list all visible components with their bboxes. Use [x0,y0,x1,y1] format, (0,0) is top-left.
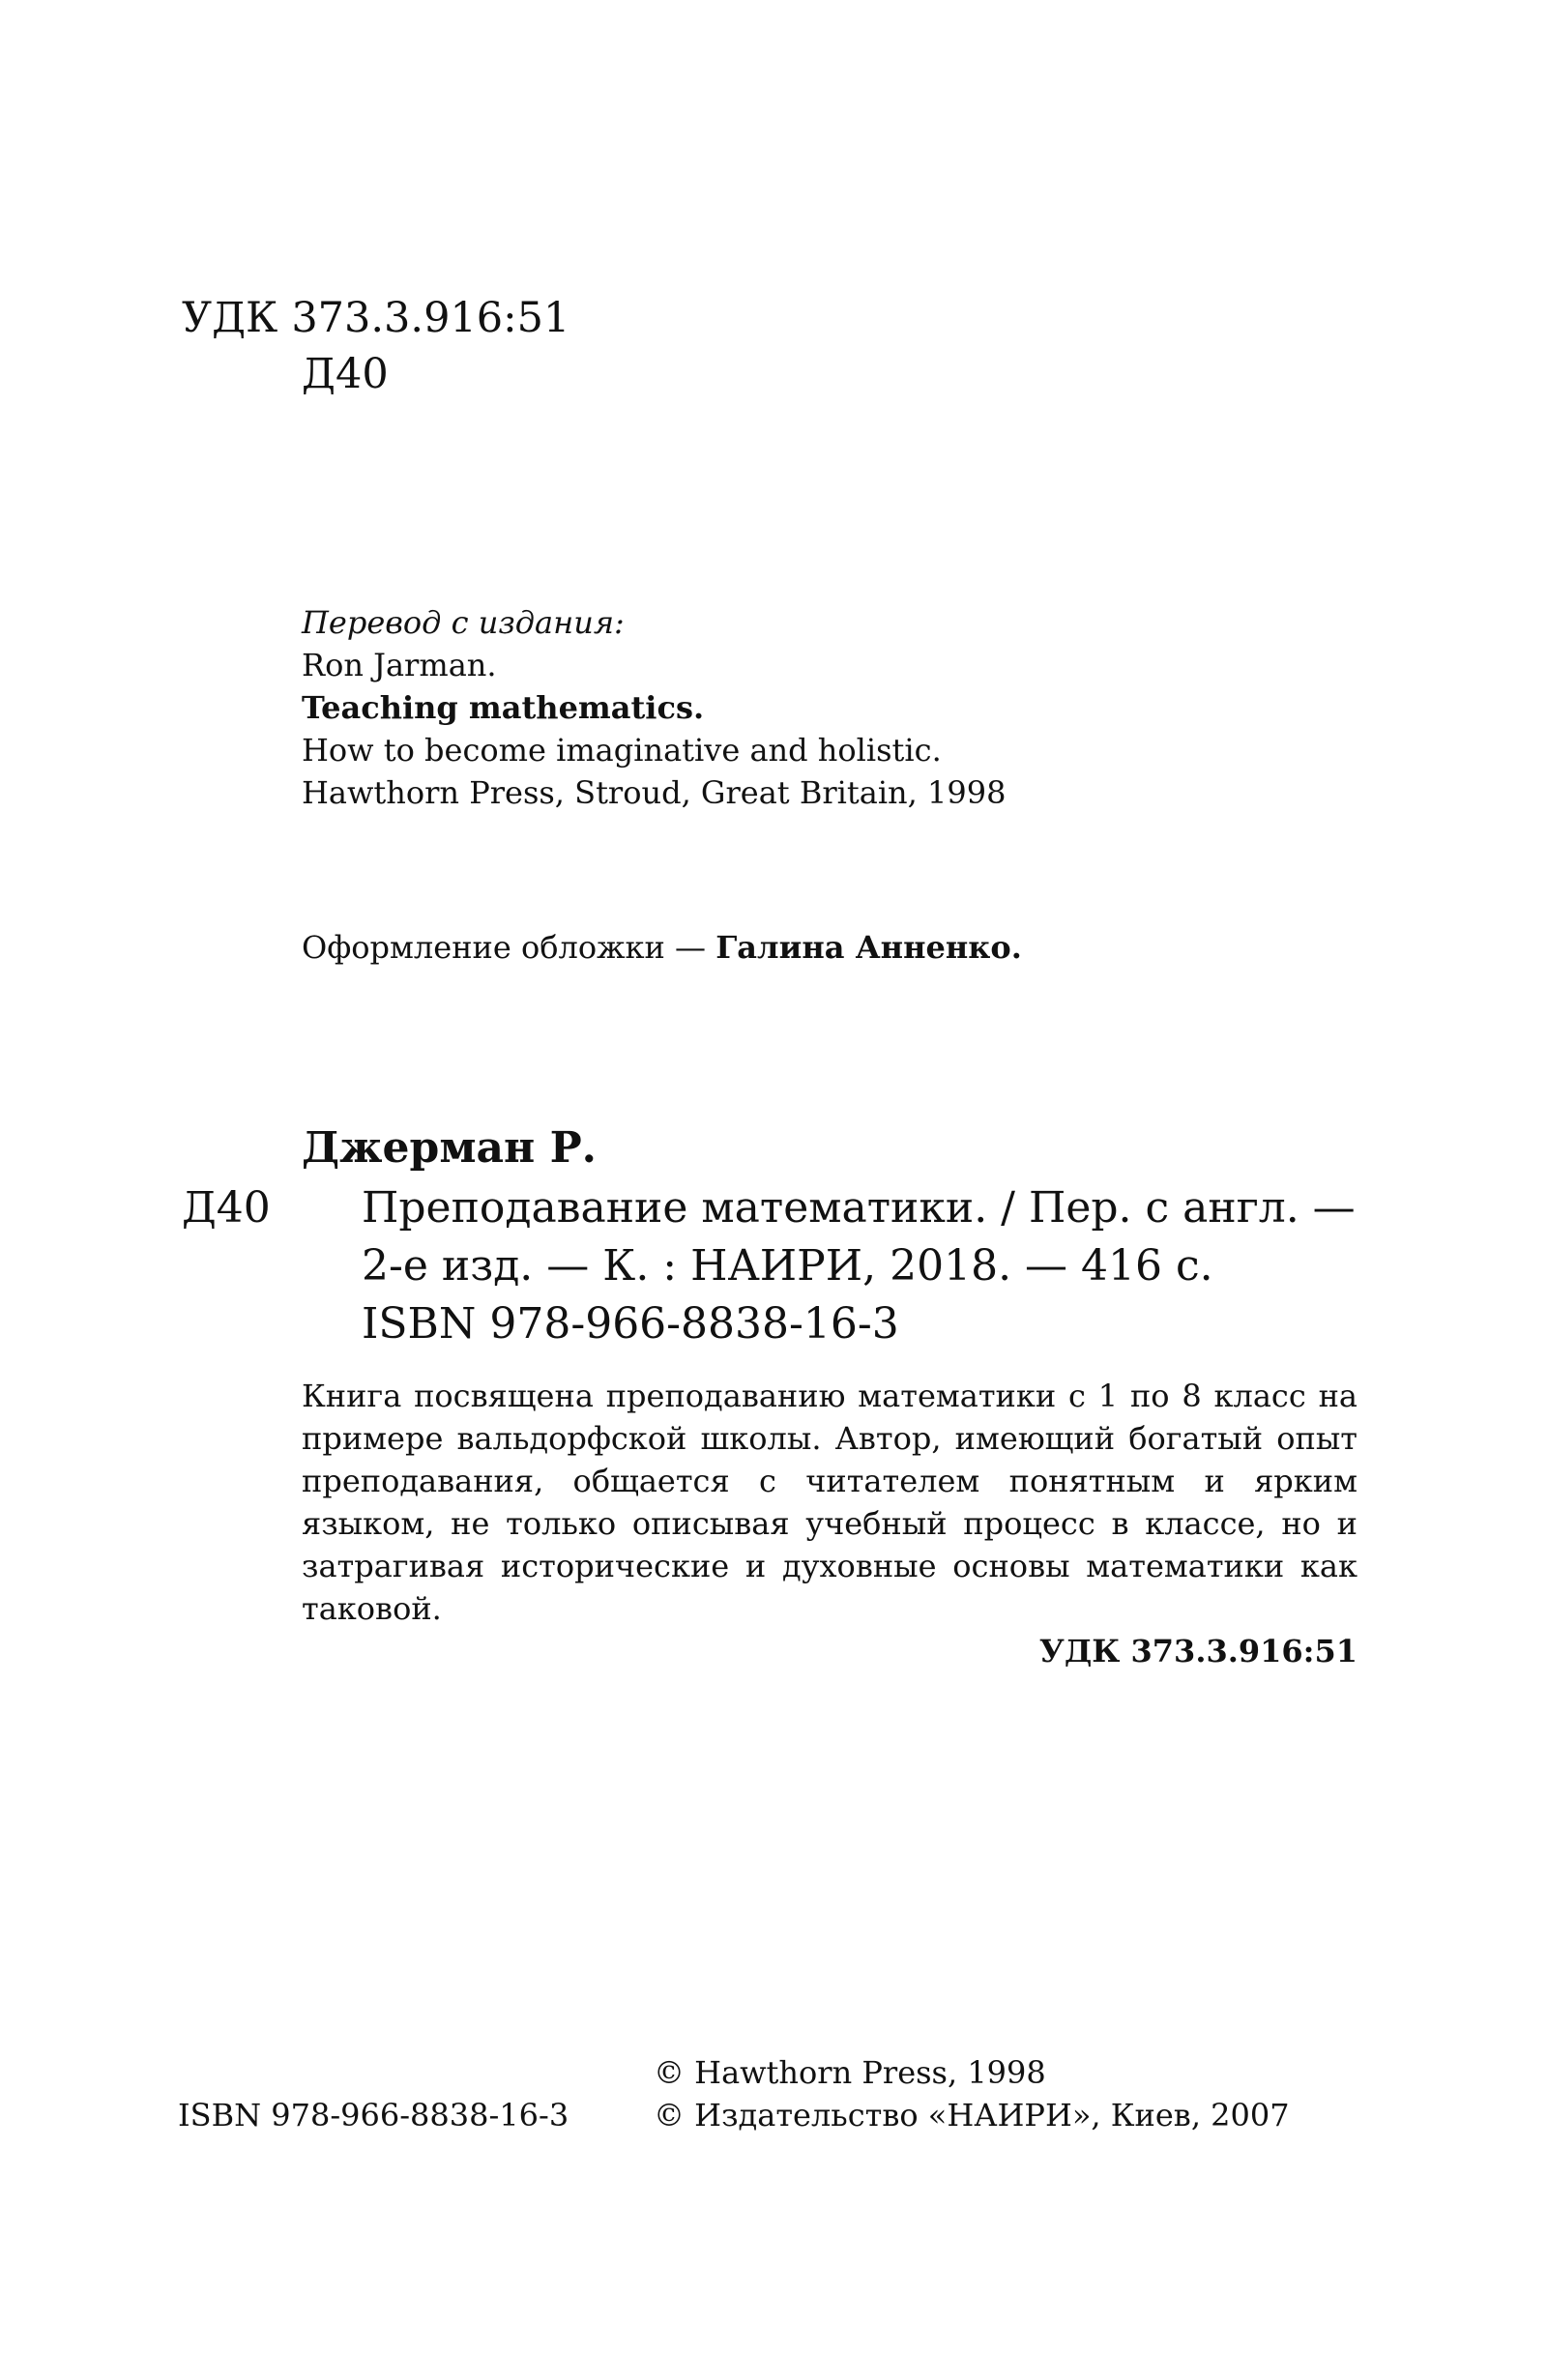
book-annotation: Книга посвящена преподаванию математики с 1 по 8 класс на примере вальдорфской школы. Автор, имеющий богатый опыт преподавания, общается с читателем понятным и ярким языком, не только описывая учебный процесс в классе, но и затрагивая исторические и духовные основы математики как таковой. [302,1378,1357,1627]
author-mark: Д40 [302,350,389,398]
bibliography-isbn: ISBN 978-966-8838-16-3 [362,1299,899,1349]
original-publisher: Hawthorn Press, Stroud, Great Britain, 1998 [302,774,1007,811]
cover-design-credit [302,926,1022,969]
footer-isbn: ISBN 978-966-8838-16-3 [178,2097,569,2133]
udk-code: 373.3.916:51 [291,294,570,342]
udk-label: УДК [182,294,278,342]
copyright-publisher: © Издательство «НАИРИ», Киев, 2007 [654,2097,1290,2133]
copyright-original: © Hawthorn Press, 1998 [654,2054,1046,2091]
book-author: Джерман Р. [302,1123,597,1173]
translation-source [302,601,1006,814]
bibliography-record [362,1179,1356,1353]
translation-heading: Перевод с издания: [302,604,625,641]
bibliography-line: 2-е изд. — К. : НАИРИ, 2018. — 416 с. [362,1241,1213,1291]
bibliography-line: Преподавание математики. / Пер. с англ. — [362,1183,1356,1233]
original-title: Teaching mathematics. [302,689,705,726]
annotation-udk: УДК 373.3.916:51 [1038,1633,1357,1669]
cover-design-label: Оформление обложки — [302,929,707,966]
bibliography-mark: Д40 [182,1183,271,1233]
copyright-block [654,2051,1290,2136]
cover-designer: Галина Анненко. [715,929,1022,966]
original-author: Ron Jarman. [302,647,497,683]
udk-header [182,290,569,402]
original-subtitle: How to become imaginative and holistic. [302,732,942,769]
